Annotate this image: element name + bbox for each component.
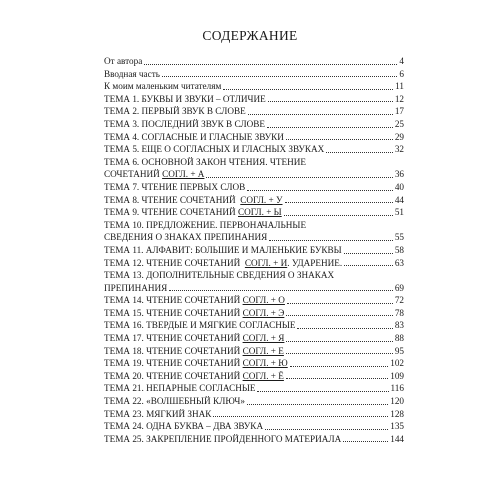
toc-entry-title-line: ТЕМА 10. ПРЕДЛОЖЕНИЕ. ПЕРВОНАЧАЛЬНЫЕ <box>104 219 307 230</box>
toc-entry-row <box>104 357 404 370</box>
dot-leader <box>206 177 392 178</box>
toc-entry-label <box>104 345 284 358</box>
toc-entry-row <box>104 433 404 446</box>
toc-entry-text: ТЕМА 5. ЕЩЕ О СОГЛАСНЫХ И ГЛАСНЫХ ЗВУКАХ <box>104 144 325 155</box>
dot-leader <box>265 429 388 430</box>
dot-leader <box>144 64 397 65</box>
toc-entry-label <box>104 282 167 295</box>
toc-entry-label <box>104 420 263 433</box>
dot-leader <box>286 315 392 316</box>
toc-entry <box>104 332 404 345</box>
toc-entry <box>104 257 404 270</box>
toc-entry-label <box>104 319 295 332</box>
toc-entry-row <box>104 395 404 408</box>
toc-entry-text: ТЕМА 12. ЧТЕНИЕ СОЧЕТАНИЙ <box>104 257 245 268</box>
toc-page-number: 11 <box>395 81 404 92</box>
dot-leader <box>213 416 388 417</box>
toc-entry-text: К моим маленьким читателям <box>104 81 222 92</box>
toc-entry <box>104 294 404 307</box>
toc-entry-label <box>104 294 285 307</box>
table-of-contents <box>104 55 404 445</box>
toc-entry-text: ТЕМА 7. ЧТЕНИЕ ПЕРВЫХ СЛОВ <box>104 181 246 192</box>
toc-entry-text: ТЕМА 22. «ВОЛШЕБНЫЙ КЛЮЧ» <box>104 396 245 407</box>
toc-entry <box>104 382 404 395</box>
toc-entry-text: ТЕМА 9. ЧТЕНИЕ СОЧЕТАНИЙ <box>104 207 238 218</box>
toc-entry-underlined-formula: СОГЛ. + Ы <box>238 207 282 218</box>
dot-leader <box>290 366 388 367</box>
toc-page-number: 69 <box>394 282 404 293</box>
toc-entry-label <box>104 80 221 93</box>
page-title: СОДЕРЖАНИЕ <box>202 28 298 43</box>
toc-entry <box>104 156 404 181</box>
toc-entry-text: ТЕМА 15. ЧТЕНИЕ СОЧЕТАНИЙ <box>104 307 243 318</box>
toc-entry-label <box>104 382 255 395</box>
toc-entry <box>104 194 404 207</box>
toc-page-number: 6 <box>399 68 404 79</box>
toc-entry-label <box>104 408 211 421</box>
toc-entry <box>104 219 404 244</box>
toc-entry-row <box>104 231 404 244</box>
toc-entry-text: ТЕМА 24. ОДНА БУКВА – ДВА ЗВУКА <box>104 421 264 432</box>
toc-entry <box>104 68 404 81</box>
dot-leader <box>257 391 388 392</box>
dot-leader <box>287 303 393 304</box>
toc-page-number: 144 <box>390 433 404 444</box>
toc-entry-row <box>104 307 404 320</box>
toc-entry-row <box>104 370 404 383</box>
toc-entry-text: ТЕМА 25. ЗАКРЕПЛЕНИЕ ПРОЙДЕННОГО МАТЕРИАЛА <box>104 433 342 444</box>
toc-entry-row <box>104 55 404 68</box>
toc-entry-label <box>104 131 284 144</box>
toc-entry <box>104 143 404 156</box>
toc-entry-text: ТЕМА 11. АЛФАВИТ: БОЛЬШИЕ И МАЛЕНЬКИЕ БУКВЫ <box>104 244 342 255</box>
toc-page-number: 58 <box>394 244 404 255</box>
toc-entry <box>104 395 404 408</box>
toc-entry-label <box>104 257 342 270</box>
toc-entry-text: ТЕМА 17. ЧТЕНИЕ СОЧЕТАНИЙ <box>104 333 243 344</box>
toc-entry-text: ТЕМА 21. НЕПАРНЫЕ СОГЛАСНЫЕ <box>104 383 256 394</box>
toc-page-number: 55 <box>394 232 404 243</box>
toc-entry-title-line: ТЕМА 6. ОСНОВНОЙ ЗАКОН ЧТЕНИЯ. ЧТЕНИЕ <box>104 156 306 167</box>
toc-entry <box>104 118 404 131</box>
toc-entry-title-line: ТЕМА 13. ДОПОЛНИТЕЛЬНЫЕ СВЕДЕНИЯ О ЗНАКАХ <box>104 270 335 281</box>
toc-entry-row <box>104 408 404 421</box>
toc-page-number: 128 <box>390 408 404 419</box>
toc-page-number: 135 <box>390 421 404 432</box>
toc-entry-text: ТЕМА 2. ПЕРВЫЙ ЗВУК В СЛОВЕ <box>104 106 246 117</box>
toc-page-number: 116 <box>390 383 404 394</box>
toc-entry-row <box>104 181 404 194</box>
toc-entry-label <box>104 395 245 408</box>
toc-entry-text: ТЕМА 14. ЧТЕНИЕ СОЧЕТАНИЙ <box>104 295 243 306</box>
toc-entry-row <box>104 206 404 219</box>
toc-entry-underlined-formula: СОГЛ. + А <box>162 169 205 180</box>
toc-entry-text: ТЕМА 16. ТВЕРДЫЕ И МЯГКИЕ СОГЛАСНЫЕ <box>104 320 296 331</box>
toc-entry-label <box>104 118 265 131</box>
toc-page-number: 95 <box>394 345 404 356</box>
toc-entry <box>104 131 404 144</box>
toc-page-number: 12 <box>394 93 404 104</box>
toc-entry-row <box>104 244 404 257</box>
toc-entry-underlined-formula: СОГЛ. + И <box>244 257 288 268</box>
dot-leader <box>326 152 393 153</box>
toc-entry-row <box>104 68 404 81</box>
toc-entry-label <box>104 370 284 383</box>
toc-entry-text: ТЕМА 19. ЧТЕНИЕ СОЧЕТАНИЙ <box>104 358 243 369</box>
dot-leader <box>343 441 388 442</box>
toc-entry-row <box>104 282 404 295</box>
toc-entry <box>104 357 404 370</box>
dot-leader <box>297 328 392 329</box>
dot-leader <box>286 378 388 379</box>
dot-leader <box>286 341 392 342</box>
toc-page-number: 109 <box>390 370 404 381</box>
dot-leader <box>247 190 393 191</box>
toc-entry-label <box>104 332 284 345</box>
dot-leader <box>286 139 393 140</box>
toc-entry-label <box>104 206 282 219</box>
toc-page-number: 120 <box>390 396 404 407</box>
toc-entry <box>104 420 404 433</box>
toc-entry-underlined-formula: СОГЛ. + Ё <box>242 370 284 381</box>
dot-leader <box>162 76 398 77</box>
dot-leader <box>344 253 393 254</box>
toc-entry-text: СВЕДЕНИЯ О ЗНАКАХ ПРЕПИНАНИЯ <box>104 232 268 243</box>
dot-leader <box>248 114 393 115</box>
toc-entry-label <box>104 68 160 81</box>
toc-entry-row <box>104 382 404 395</box>
toc-page-number: 51 <box>394 207 404 218</box>
dot-leader <box>267 127 393 128</box>
dot-leader <box>268 101 393 102</box>
toc-entry-row <box>104 420 404 433</box>
toc-entry-label <box>104 433 341 446</box>
toc-entry <box>104 55 404 68</box>
toc-page-number: 25 <box>394 118 404 129</box>
toc-entry-text: СОЧЕТАНИЙ <box>104 169 163 180</box>
toc-entry-label <box>104 307 284 320</box>
toc-entry-underlined-formula: СОГЛ. + Е <box>242 345 284 356</box>
toc-page-number: 32 <box>394 144 404 155</box>
dot-leader <box>286 353 393 354</box>
toc-entry-row <box>104 294 404 307</box>
toc-entry <box>104 181 404 194</box>
toc-entry-text: ТЕМА 1. БУКВЫ И ЗВУКИ – ОТЛИЧИЕ <box>104 93 266 104</box>
toc-entry-row <box>104 345 404 358</box>
toc-entry-row <box>104 332 404 345</box>
toc-page-number: 63 <box>394 257 404 268</box>
toc-page-number: 78 <box>394 307 404 318</box>
dot-leader <box>285 202 393 203</box>
toc-entry-underlined-formula: СОГЛ. + У <box>240 194 283 205</box>
toc-entry <box>104 80 404 93</box>
toc-page-number: 29 <box>394 131 404 142</box>
toc-entry-label <box>104 194 283 207</box>
dot-leader <box>269 240 393 241</box>
toc-entry-underlined-formula: СОГЛ. + Э <box>242 307 285 318</box>
toc-entry <box>104 408 404 421</box>
toc-entry-label <box>104 93 266 106</box>
toc-entry-row <box>104 168 404 181</box>
toc-page-number: 40 <box>394 181 404 192</box>
dot-leader <box>169 290 393 291</box>
toc-entry-label <box>104 357 288 370</box>
toc-entry-row <box>104 80 404 93</box>
dot-leader <box>344 265 393 266</box>
toc-page-number: 72 <box>394 295 404 306</box>
toc-entry <box>104 433 404 446</box>
toc-entry-text: ТЕМА 8. ЧТЕНИЕ СОЧЕТАНИЙ <box>104 194 241 205</box>
toc-entry-row <box>104 257 404 270</box>
toc-entry-label <box>104 244 342 257</box>
toc-entry-label <box>104 105 246 118</box>
toc-entry-underlined-formula: СОГЛ. + Ю <box>242 358 288 369</box>
toc-entry-text: ТЕМА 23. МЯГКИЙ ЗНАК <box>104 408 212 419</box>
toc-entry-label <box>104 181 245 194</box>
toc-entry-row <box>104 131 404 144</box>
dot-leader <box>284 215 393 216</box>
toc-entry-label <box>104 55 142 68</box>
toc-entry-text: ТЕМА 4. СОГЛАСНЫЕ И ГЛАСНЫЕ ЗВУКИ <box>104 131 284 142</box>
toc-entry <box>104 307 404 320</box>
toc-entry-text: ТЕМА 3. ПОСЛЕДНИЙ ЗВУК В СЛОВЕ <box>104 118 265 129</box>
toc-page-number: 102 <box>390 358 404 369</box>
toc-entry-label <box>104 231 267 244</box>
dot-leader <box>247 404 388 405</box>
toc-entry-text: От автора <box>104 56 143 66</box>
toc-entry-row <box>104 319 404 332</box>
toc-page-number: 4 <box>399 56 404 66</box>
toc-entry <box>104 206 404 219</box>
toc-entry-text: ТЕМА 18. ЧТЕНИЕ СОЧЕТАНИЙ <box>104 345 243 356</box>
toc-entry <box>104 93 404 106</box>
toc-entry-row <box>104 93 404 106</box>
toc-entry-text: ТЕМА 20. ЧТЕНИЕ СОЧЕТАНИЙ <box>104 370 243 381</box>
toc-entry-row <box>104 194 404 207</box>
dot-leader <box>223 89 393 90</box>
toc-entry <box>104 269 404 294</box>
toc-entry <box>104 244 404 257</box>
toc-entry-label <box>104 168 204 181</box>
toc-page-number: 36 <box>394 169 404 180</box>
toc-entry-text-suffix: . УДАРЕНИЕ. <box>287 257 343 268</box>
toc-entry <box>104 319 404 332</box>
toc-entry-underlined-formula: СОГЛ. + Я <box>242 333 285 344</box>
toc-entry <box>104 345 404 358</box>
toc-entry-row <box>104 143 404 156</box>
toc-entry-row <box>104 105 404 118</box>
toc-page-number: 17 <box>394 106 404 117</box>
toc-entry-text: Вводная часть <box>104 68 160 79</box>
toc-page-number: 83 <box>394 320 404 331</box>
toc-entry-label <box>104 143 324 156</box>
toc-entry-text: ПРЕПИНАНИЯ <box>104 282 168 293</box>
toc-entry <box>104 105 404 118</box>
toc-entry-underlined-formula: СОГЛ. + О <box>242 295 285 306</box>
toc-page-number: 44 <box>394 194 404 205</box>
toc-entry-row <box>104 118 404 131</box>
toc-page-number: 88 <box>394 333 404 344</box>
toc-entry <box>104 370 404 383</box>
